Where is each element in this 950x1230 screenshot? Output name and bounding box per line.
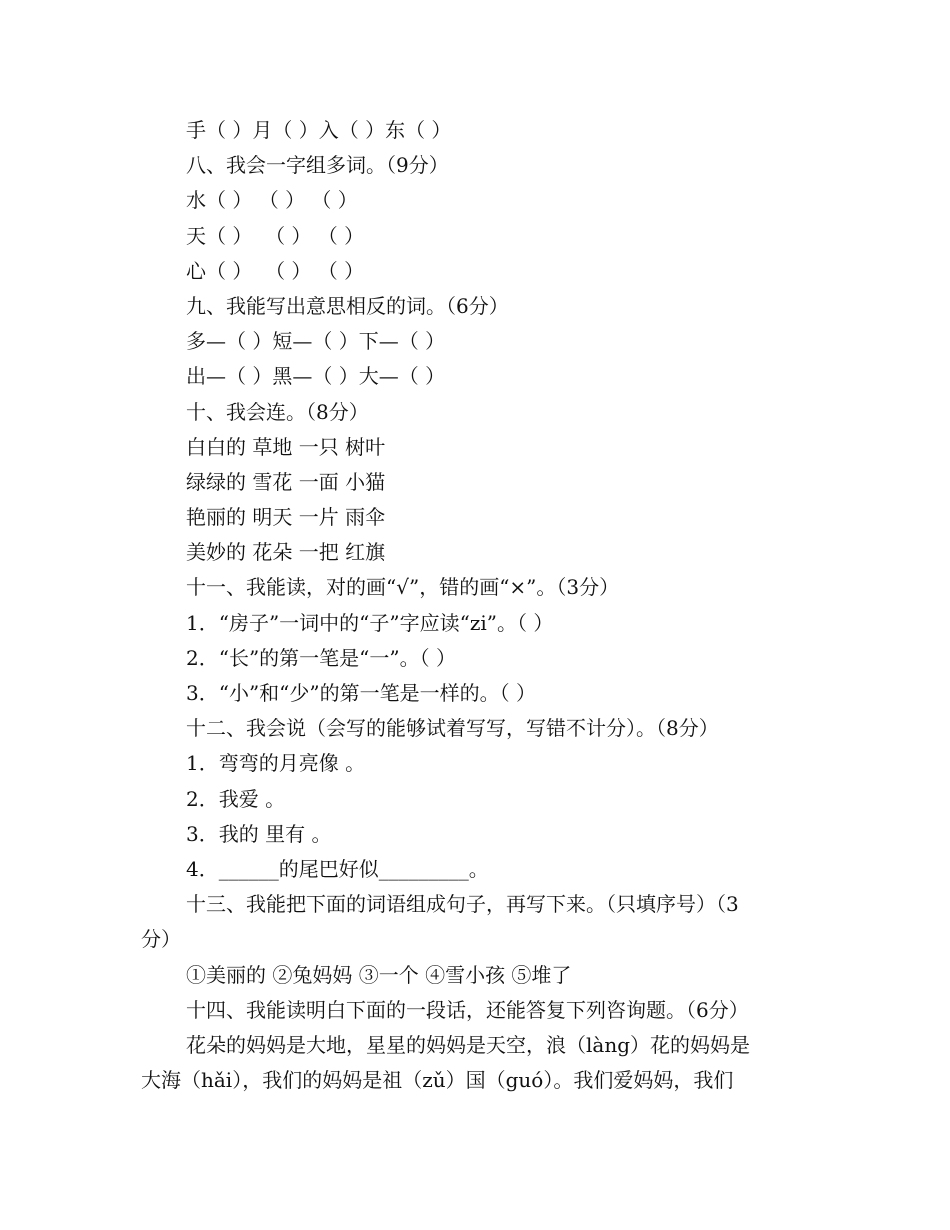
- section-12-title: 十二、我会说（会写的能够试着写写，写错不计分）。（8分）: [186, 716, 719, 741]
- blank-line-fill-in: 手（ ）月（ ）入（ ）东（ ）: [186, 118, 452, 142]
- word-group-tian: 天（ ） （ ） （ ）: [186, 223, 365, 248]
- match-row-2: 绿绿的 雪花 一面 小猫: [186, 469, 386, 494]
- document-body: [141, 113, 816, 1098]
- match-row-3: 艳丽的 明天 一片 雨伞: [186, 505, 386, 530]
- true-false-item-2: 2．“长”的第一笔是“一”。（ ）: [186, 645, 456, 670]
- section-11-title: 十一、我能读，对的画“√”，错的画“×”。（3分）: [186, 575, 620, 600]
- word-group-shui: 水（ ） （ ） （ ）: [186, 188, 358, 213]
- section-10-title: 十、我会连。（8分）: [186, 399, 369, 424]
- match-row-1: 白白的 草地 一只 树叶: [186, 434, 386, 459]
- sentence-item-4: 4．______的尾巴好似_________。: [186, 856, 489, 881]
- sentence-item-1: 1．弯弯的月亮像 。: [186, 751, 366, 776]
- section-8-title: 八、我会一字组多词。（9分）: [186, 153, 449, 178]
- reading-passage-line-2: 大海（hǎi），我们的妈妈是祖（zǔ）国（guó）。我们爱妈妈，我们: [141, 1068, 734, 1093]
- word-group-xin: 心（ ） （ ） （ ）: [186, 258, 365, 283]
- section-13-word-items: ①美丽的 ②兔妈妈 ③一个 ④雪小孩 ⑤堆了: [186, 962, 572, 987]
- true-false-item-1: 1．“房子”一词中的“子”字应读“zi”。（ ）: [186, 610, 554, 635]
- antonym-row-2: 出—（ ）黑—（ ）大—（ ）: [186, 364, 446, 389]
- section-9-title: 九、我能写出意思相反的词。（6分）: [186, 293, 509, 318]
- section-14-title: 十四、我能读明白下面的一段话，还能答复下列咨询题。（6分）: [186, 997, 749, 1022]
- section-13-title-continued: 分）: [141, 927, 181, 952]
- sentence-item-2: 2．我爱 。: [186, 786, 286, 811]
- sentence-item-3: 3．我的 里有 。: [186, 821, 332, 846]
- reading-passage-line-1: 花朵的妈妈是大地，星星的妈妈是天空，浪（làng）花的妈妈是: [186, 1032, 751, 1057]
- true-false-item-3: 3．“小”和“少”的第一笔是一样的。（ ）: [186, 681, 536, 705]
- antonym-row-1: 多—（ ）短—（ ）下—（ ）: [186, 329, 446, 354]
- match-row-4: 美妙的 花朵 一把 红旗: [186, 540, 386, 565]
- section-13-title: 十三、我能把下面的词语组成句子，再写下来。（只填序号）（3: [186, 892, 739, 917]
